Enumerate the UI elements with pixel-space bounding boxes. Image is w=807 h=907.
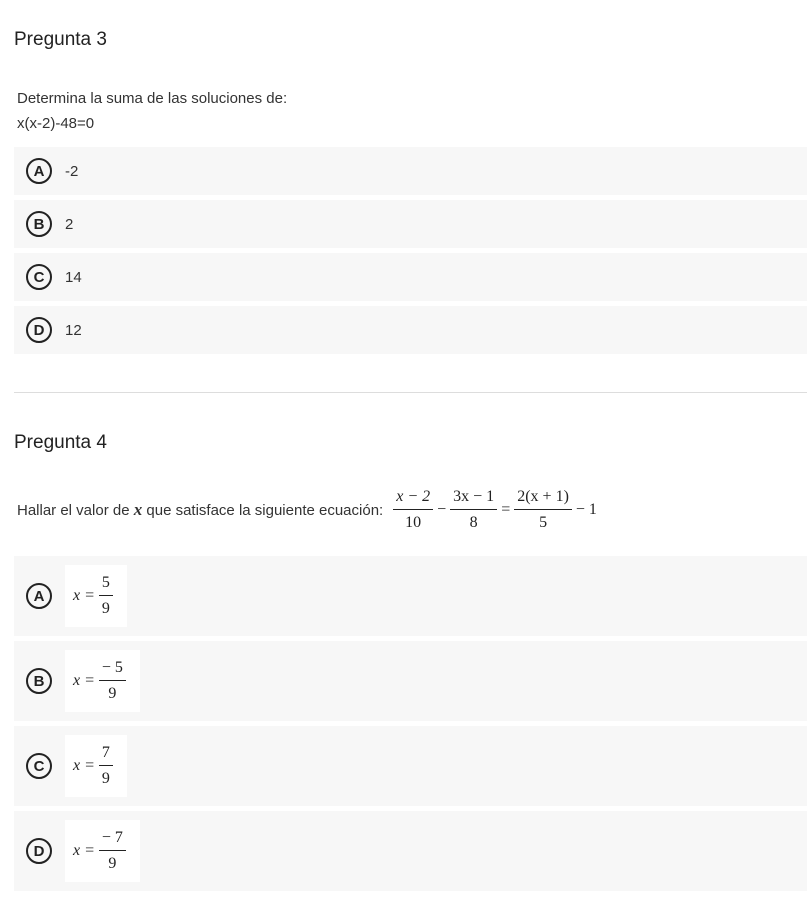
variable: x: [133, 500, 143, 519]
option-letter-badge: A: [26, 158, 52, 184]
operator: − 1: [575, 501, 597, 518]
lhs: x =: [73, 757, 95, 774]
option-value: -2: [65, 162, 79, 180]
question-4-title: Pregunta 4: [14, 432, 107, 453]
option-letter-badge: C: [26, 753, 52, 779]
numerator: x − 2: [393, 488, 433, 510]
numerator: 7: [99, 744, 113, 766]
option-value: 2: [65, 215, 74, 233]
q4-option-b[interactable]: [14, 641, 807, 721]
q4-option-a[interactable]: [14, 556, 807, 636]
lhs: x =: [73, 842, 95, 859]
q3-option-a[interactable]: [14, 147, 807, 195]
option-letter-badge: D: [26, 838, 52, 864]
denominator: 5: [539, 514, 548, 531]
denominator: 9: [108, 685, 117, 702]
option-value: 14: [65, 268, 82, 286]
prompt-text: que satisface la siguiente ecuación:: [142, 501, 384, 519]
q3-option-d[interactable]: [14, 306, 807, 354]
question-3-title: Pregunta 3: [14, 29, 107, 50]
option-letter-badge: A: [26, 583, 52, 609]
q3-option-b[interactable]: [14, 200, 807, 248]
numerator: 5: [99, 574, 113, 596]
denominator: 9: [108, 855, 117, 872]
denominator: 9: [101, 770, 110, 787]
option-value: 12: [65, 321, 82, 339]
numerator: − 5: [99, 659, 126, 681]
q4-option-d[interactable]: [14, 811, 807, 891]
numerator: 2(x + 1): [514, 488, 572, 510]
lhs: x =: [73, 672, 95, 689]
option-math: [65, 650, 140, 712]
q3-option-c[interactable]: [14, 253, 807, 301]
option-letter-badge: B: [26, 211, 52, 237]
question-3-equation: x(x-2)-48=0: [17, 115, 95, 132]
lhs: x =: [73, 587, 95, 604]
numerator: 3x − 1: [450, 488, 497, 510]
option-math: [65, 565, 127, 627]
option-math: [65, 820, 140, 882]
q4-option-c[interactable]: [14, 726, 807, 806]
operator: −: [437, 501, 447, 518]
option-letter-badge: D: [26, 317, 52, 343]
equation: [389, 488, 597, 532]
option-letter-badge: C: [26, 264, 52, 290]
denominator: 10: [405, 514, 422, 531]
question-4-prompt: [17, 488, 597, 532]
denominator: 8: [469, 514, 478, 531]
option-letter-badge: B: [26, 668, 52, 694]
option-math: [65, 735, 127, 797]
divider: [14, 392, 807, 393]
prompt-text: Hallar el valor de: [17, 501, 134, 519]
denominator: 9: [101, 600, 110, 617]
question-3-prompt: Determina la suma de las soluciones de:: [17, 90, 288, 107]
operator: =: [501, 501, 511, 518]
numerator: − 7: [99, 829, 126, 851]
